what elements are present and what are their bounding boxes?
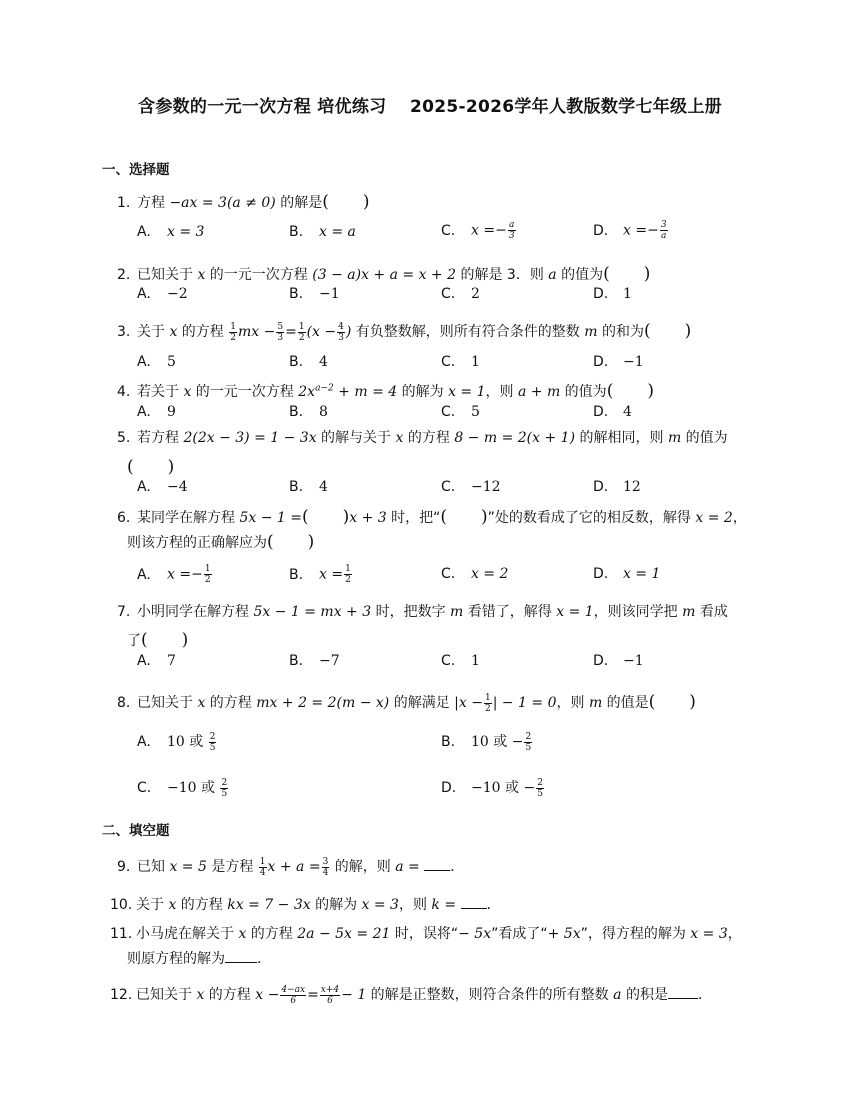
option-a	[137, 564, 213, 585]
option-c: C. −12	[441, 479, 501, 495]
question-text: 的一元一次方程	[205, 267, 313, 283]
question-text: ”处的数看成了它的相反数，解得	[487, 510, 696, 526]
question-number: 9.	[117, 859, 131, 875]
equation: x + a =	[267, 859, 321, 875]
question-text: 的解为	[310, 897, 362, 913]
question-text: 了	[127, 633, 141, 649]
question-text: 时，把“	[386, 510, 441, 526]
option-value: x =−	[471, 222, 507, 239]
equation: 2(2x − 3) = 1 − 3x	[183, 430, 317, 446]
equation: 5x − 1 = mx + 3	[253, 604, 372, 620]
question-text: 有负整数解，则所有符合条件的整数	[351, 324, 585, 340]
option-label: B.	[289, 224, 304, 240]
option-value: 4	[319, 354, 328, 370]
option-label: A.	[137, 734, 151, 750]
question-text: 已知关于	[137, 695, 198, 711]
option-value: −7	[319, 653, 340, 669]
option-label: B.	[289, 566, 304, 583]
equation: 5x − 1 =	[239, 510, 302, 526]
answer-blank[interactable]	[668, 986, 698, 999]
option-value: 10 或	[167, 734, 208, 750]
question-text: ”，得方程的解为	[580, 926, 691, 942]
variable: m	[667, 430, 682, 446]
variable: x	[197, 695, 206, 711]
question-text: ”看成了“	[491, 926, 548, 942]
question-text: 的解与关于	[316, 430, 396, 446]
question-3	[117, 316, 691, 343]
option-value: 5	[167, 354, 176, 370]
question-text: 关于	[137, 324, 170, 340]
option-value: x =−	[167, 566, 203, 583]
question-text: 时，把数字	[371, 604, 451, 620]
option-label: D.	[593, 222, 609, 239]
option-value: −10 或	[167, 780, 220, 796]
equation: x = 3	[361, 897, 399, 913]
fraction-numerator: 4	[338, 321, 344, 332]
fraction	[229, 322, 237, 343]
question-text: 的方程	[177, 324, 229, 340]
question-6-line-2	[127, 527, 314, 552]
question-text: 的解满足	[389, 695, 455, 711]
option-a	[137, 224, 204, 240]
option-d: D. 4	[593, 404, 632, 420]
question-text: 的一元一次方程	[191, 384, 299, 400]
option-value: −10 或 −	[471, 780, 536, 796]
question-text: 的方程	[403, 430, 455, 446]
fraction-denominator: 2	[345, 575, 351, 585]
question-number: 7.	[117, 604, 131, 620]
question-number: 5.	[117, 430, 131, 446]
exponent: a−2	[315, 383, 334, 394]
question-number: 3.	[117, 324, 131, 340]
variable: m	[588, 695, 603, 711]
blank-paren: ( )	[440, 507, 488, 527]
equation: mx + 2 = 2(m − x)	[256, 695, 390, 711]
equation: x + 3	[349, 510, 387, 526]
fraction-denominator: 2	[230, 332, 236, 343]
option-label: C.	[441, 222, 456, 239]
question-text: 时，误将“	[390, 926, 459, 942]
option-value: −1	[623, 653, 644, 669]
fraction	[536, 778, 544, 799]
variable: x	[197, 267, 206, 283]
option-b	[441, 731, 533, 753]
question-text: 的值为	[556, 267, 604, 283]
fraction-denominator: 2	[484, 703, 491, 714]
option-value: 7	[167, 653, 176, 669]
question-number: 8.	[117, 695, 131, 711]
section-choice-heading: 一、选择题	[102, 162, 170, 178]
blank-paren: ( )	[301, 507, 350, 527]
fraction-denominator: 4	[259, 867, 266, 878]
option-value: x = 2	[471, 566, 509, 582]
question-text: .	[486, 897, 491, 913]
fraction-numerator: 2	[537, 777, 543, 788]
question-number: 2.	[117, 267, 131, 283]
question-2	[117, 259, 650, 284]
equation: kx = 7 − 3x	[227, 897, 311, 913]
question-text: 则该方程的正确解应为	[127, 535, 267, 551]
answer-paren: ( )	[127, 457, 175, 477]
question-text: 的和为	[597, 324, 644, 340]
equation: x = 1	[556, 604, 594, 620]
question-text: 的积是	[621, 987, 668, 1003]
option-value: −1	[319, 286, 340, 302]
equation: − 5x	[458, 926, 492, 942]
question-text: ，则	[556, 695, 589, 711]
equation: 2a − 5x = 21	[297, 926, 391, 942]
equation: k =	[431, 897, 457, 913]
equation: |x −	[454, 695, 483, 711]
answer-blank[interactable]	[461, 896, 487, 909]
variable: x	[169, 324, 178, 340]
fraction-denominator: 4	[322, 867, 329, 878]
equation: a + m	[517, 384, 561, 400]
variable: a	[613, 987, 622, 1003]
fraction-denominator: 3	[508, 231, 515, 241]
option-label: D.	[593, 566, 609, 582]
option-value: 4	[319, 479, 328, 495]
option-a: A. 7	[137, 653, 176, 669]
equation: (x −	[306, 324, 337, 340]
question-number: 12.	[110, 987, 133, 1003]
option-c	[137, 777, 229, 799]
question-text: 的值为	[681, 430, 728, 446]
variable: x	[183, 384, 192, 400]
question-text: .	[697, 987, 703, 1003]
question-text: 小马虎在解关于	[136, 926, 239, 942]
option-d	[593, 220, 669, 241]
option-label: A.	[137, 224, 151, 240]
question-text: 的解，则	[330, 859, 396, 875]
question-1	[117, 187, 370, 212]
equation: x = 1	[448, 384, 486, 400]
option-label: B.	[441, 734, 456, 750]
question-number: 4.	[117, 384, 131, 400]
answer-paren: ( )	[643, 321, 692, 341]
fraction-numerator: 4−ax	[281, 984, 306, 995]
question-text: ，则	[398, 897, 432, 913]
fraction-denominator: 3	[338, 332, 344, 343]
equation: −ax = 3(a ≠ 0)	[169, 195, 276, 211]
option-value: −1	[623, 354, 644, 370]
question-text: ，则	[485, 384, 518, 400]
option-c	[441, 566, 508, 582]
fraction-denominator: 5	[537, 788, 543, 799]
option-b: B. −1	[289, 286, 340, 302]
fraction-numerator: 1	[204, 564, 211, 574]
option-d: D. −1	[593, 653, 644, 669]
question-text: 的解是 3．则	[456, 267, 549, 283]
fraction-numerator: 1	[298, 321, 305, 332]
option-b: B. 4	[289, 354, 328, 370]
question-number: 10.	[110, 897, 133, 913]
fraction-denominator: 5	[209, 742, 216, 753]
answer-paren: ( )	[322, 192, 370, 212]
equation: | − 1 = 0	[492, 695, 557, 711]
answer-blank[interactable]	[225, 950, 257, 963]
equation: x = 5	[169, 859, 207, 875]
question-4	[117, 376, 654, 401]
equation: − 1	[341, 987, 367, 1003]
fraction-numerator: 3	[322, 856, 329, 867]
option-value: −4	[167, 479, 188, 495]
question-number: 11.	[110, 926, 133, 942]
option-d: D. −1	[593, 354, 644, 370]
fraction-denominator: 2	[298, 332, 305, 343]
option-value: 1	[471, 354, 480, 370]
equation: mx −	[238, 324, 276, 340]
fraction	[508, 220, 516, 241]
variable: m	[450, 604, 464, 620]
fraction	[344, 564, 352, 585]
question-8	[117, 687, 696, 714]
fraction	[660, 220, 668, 241]
answer-blank[interactable]	[424, 858, 450, 871]
question-number: 6.	[117, 510, 131, 526]
option-value: 9	[167, 404, 176, 420]
fraction-numerator: 1	[230, 321, 236, 332]
variable: m	[584, 324, 598, 340]
question-text: 方程	[137, 195, 170, 211]
question-text: 的解是	[275, 195, 323, 211]
question-text: ，	[732, 510, 747, 526]
equation: + m = 4	[333, 384, 398, 400]
option-b: B. 4	[289, 479, 328, 495]
question-10	[110, 894, 491, 914]
option-value: 8	[319, 404, 328, 420]
option-a: A. 9	[137, 404, 176, 420]
variable: m	[682, 604, 696, 620]
fraction-numerator: 1	[484, 692, 491, 703]
answer-paren: ( )	[603, 264, 651, 284]
option-value: 4	[623, 404, 632, 420]
option-value: 12	[623, 479, 641, 495]
fraction-numerator: 3	[660, 220, 667, 230]
option-b: B. −7	[289, 653, 340, 669]
fraction-denominator: 3	[277, 332, 284, 343]
option-label: D.	[441, 780, 457, 796]
question-9	[117, 856, 455, 878]
variable: x	[395, 430, 404, 446]
fraction	[209, 732, 217, 753]
question-text: 若关于	[137, 384, 184, 400]
question-text: 已知关于	[137, 267, 198, 283]
option-d: D. 1	[593, 286, 632, 302]
fraction-numerator: 5	[277, 321, 284, 332]
question-text: .	[257, 951, 262, 967]
question-text: 看成	[695, 604, 728, 620]
option-label: A.	[137, 566, 151, 583]
answer-paren: ( )	[141, 630, 189, 650]
question-text: ，	[727, 926, 742, 942]
question-text: 的解相同，则	[575, 430, 668, 446]
option-b: B. 8	[289, 404, 328, 420]
variable: x	[168, 897, 177, 913]
variable: x	[196, 987, 205, 1003]
option-b	[289, 224, 356, 240]
fraction	[276, 322, 284, 343]
question-text: ，则该同学把	[593, 604, 683, 620]
question-11-line-2	[127, 948, 261, 968]
variable: a	[548, 267, 557, 283]
fraction	[259, 857, 267, 878]
question-5	[117, 427, 728, 447]
question-text: 若方程	[137, 430, 184, 446]
option-value: x =	[319, 566, 344, 583]
fraction-denominator: 5	[525, 742, 532, 753]
option-c: C. 1	[441, 653, 480, 669]
option-label: C.	[441, 566, 456, 582]
fraction	[220, 778, 228, 799]
option-d	[441, 777, 545, 799]
option-value: x = 3	[167, 224, 205, 240]
fraction-denominator: 5	[221, 788, 228, 799]
fraction-numerator: 1	[345, 564, 351, 574]
question-text: 的解为	[397, 384, 449, 400]
option-a: A. 5	[137, 354, 176, 370]
question-text: 的方程	[176, 897, 228, 913]
option-value: x =−	[623, 222, 659, 239]
question-text: 已知	[137, 859, 170, 875]
option-c	[441, 220, 517, 241]
equation: x = 3	[690, 926, 728, 942]
question-7	[117, 601, 728, 621]
fraction-numerator: 2	[525, 731, 532, 742]
question-text: 的方程	[205, 695, 257, 711]
fraction	[337, 322, 345, 343]
fraction-numerator: 2	[209, 731, 216, 742]
equation: x = 2	[695, 510, 733, 526]
equation: =	[285, 324, 297, 340]
question-text: 的值是	[602, 695, 649, 711]
option-value: 1	[623, 286, 632, 302]
question-7-line-2	[127, 625, 188, 650]
option-value: x = a	[319, 224, 356, 240]
equation: a =	[395, 859, 420, 875]
question-text: 则原方程的解为	[127, 951, 225, 967]
fraction-numerator: a	[508, 220, 515, 230]
fraction	[298, 322, 306, 343]
equation: 2x	[298, 384, 316, 400]
question-text: 是方程	[206, 859, 258, 875]
option-label: C.	[137, 780, 152, 796]
option-c: C. 2	[441, 286, 480, 302]
option-d: D. 12	[593, 479, 641, 495]
equation: + 5x	[547, 926, 581, 942]
fraction	[524, 732, 532, 753]
question-text: 的解是正整数，则符合条件的所有整数	[366, 987, 614, 1003]
equation: x −	[255, 987, 280, 1003]
option-value: 5	[471, 404, 480, 420]
answer-paren: ( )	[648, 692, 696, 712]
option-value: x = 1	[623, 566, 661, 582]
fraction	[280, 985, 306, 1006]
option-value: −12	[471, 479, 501, 495]
variable: x	[238, 926, 247, 942]
question-12	[110, 984, 702, 1006]
page-title: 含参数的一元一次方程 培优练习 2025-2026学年人教版数学七年级上册	[138, 97, 722, 117]
option-value: 1	[471, 653, 480, 669]
option-value: −2	[167, 286, 188, 302]
fraction-numerator: 1	[259, 856, 266, 867]
question-11	[110, 923, 742, 943]
section-fill-heading: 二、填空题	[102, 823, 170, 839]
question-number: 1.	[117, 195, 131, 211]
fraction-denominator: a	[660, 231, 667, 241]
question-6	[117, 502, 747, 527]
option-value: 2	[471, 286, 480, 302]
fraction	[320, 985, 340, 1006]
question-text: 的值为	[560, 384, 607, 400]
question-text: 已知关于	[136, 987, 197, 1003]
option-value: 10 或 −	[471, 734, 524, 750]
equation: 8 − m = 2(x + 1)	[454, 430, 576, 446]
option-c: C. 1	[441, 354, 480, 370]
question-text: 看错了，解得	[463, 604, 557, 620]
option-b	[289, 564, 353, 585]
option-a: A. −4	[137, 479, 188, 495]
answer-paren: ( )	[606, 381, 654, 401]
fraction	[322, 857, 330, 878]
question-text: 的方程	[204, 987, 256, 1003]
answer-paren: ( )	[267, 532, 315, 552]
equation: )	[345, 324, 352, 340]
fraction-denominator: 6	[290, 995, 297, 1006]
fraction-numerator: x+4	[320, 984, 340, 995]
question-text: 小明同学在解方程	[137, 604, 254, 620]
question-text: 关于	[136, 897, 169, 913]
question-5-line-2	[127, 452, 174, 477]
fraction	[484, 693, 492, 714]
question-text: 某同学在解方程	[137, 510, 240, 526]
equation: =	[307, 987, 319, 1003]
equation: (3 − a)x + a = x + 2	[312, 267, 457, 283]
fraction-denominator: 2	[204, 575, 211, 585]
option-d	[593, 566, 660, 582]
fraction	[204, 564, 212, 585]
option-a: A. −2	[137, 286, 188, 302]
option-c: C. 5	[441, 404, 480, 420]
option-a	[137, 731, 217, 753]
question-text: 的方程	[246, 926, 298, 942]
fraction-denominator: 6	[327, 995, 333, 1006]
question-text: .	[450, 859, 455, 875]
fraction-numerator: 2	[221, 777, 228, 788]
